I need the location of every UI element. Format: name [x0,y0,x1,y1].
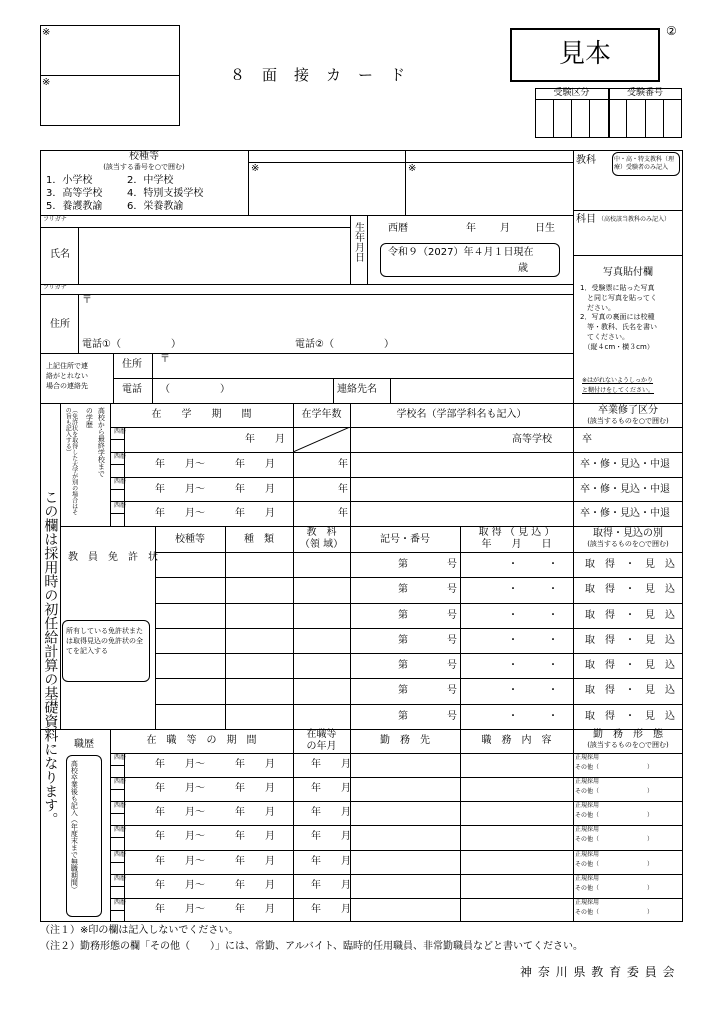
side-note-vertical: この欄は採用時の初任給計算の基礎資料になります。 [42,490,59,826]
license-h-status-note: (該当するものを○で囲む) [587,540,669,548]
work-label: 職歴 [74,739,94,750]
photo-item: 1．受験票に貼った写真 [580,284,655,292]
col-line [78,227,79,284]
license-h-subject: 教 科 [306,527,337,538]
row-line [573,255,683,256]
work-form-1[interactable]: 正規採用 [575,875,600,882]
col-line [350,215,351,284]
era-label: 西暦 [114,899,127,906]
alt-address-label: 住所 [122,359,142,370]
edu-h-years: 在学年数 [301,409,342,420]
edu-h-status: 卒業修了区分 [598,405,658,416]
work-period[interactable]: 年 月～ 年 月 [155,759,275,770]
row-line [40,294,573,295]
footnote-2: （注２）勤務形態の欄「その他（ ）」には、常勤、アルバイト、臨時的任用職員、非常勤職員などと書いてください。 [40,941,583,952]
contact-name-label: 連絡先名 [337,384,377,395]
era-split [110,439,124,440]
furigana-label: フリガナ [43,284,67,291]
school-type-note: (該当する番号を○で囲む) [103,163,185,171]
row-line [110,477,683,478]
col-line [333,378,334,403]
license-date[interactable]: ・ ・ [508,685,558,696]
col-line [367,215,368,284]
subject2-label: 科目 [576,214,596,225]
kome-mark: ※ [408,163,417,174]
kome-mark: ※ [251,163,260,174]
edu-status[interactable]: 卒・修・見込・中退 [580,459,670,470]
edu-years[interactable]: 年 [338,484,348,495]
phone2[interactable]: 電話②（ ） [295,339,394,350]
row-line [40,215,573,216]
edu-period[interactable]: 年 月～ 年 月 [155,508,275,519]
work-form-2[interactable]: その他（ ） [575,836,654,843]
license-h-status: 取得・見込の別 [593,528,663,539]
era-split [110,813,124,814]
exam-grid-line [571,99,572,138]
row-line [40,284,573,285]
work-period[interactable]: 年 月～ 年 月 [155,783,275,794]
school-type-option[interactable]: 3．高等学校 [46,188,103,199]
work-period[interactable]: 年 月～ 年 月 [155,856,275,867]
row-line [40,403,683,404]
exam-grid-line [645,99,646,138]
license-status[interactable]: 取 得 ・ 見 込 [585,610,675,621]
license-go: 号 [447,711,457,722]
edu-side-2: の学歴 [85,407,94,428]
license-h-date2: 年 月 日 [481,539,552,550]
row-line [155,577,683,578]
exam-kubun-label: 受験区分 [553,88,590,98]
exam-grid-line [553,99,554,138]
alt-contact-label: 場合の連絡先 [46,382,88,390]
edu-period[interactable]: 年 月～ 年 月 [155,484,275,495]
school-type-option[interactable]: 2．中学校 [127,175,174,186]
row-line [155,678,683,679]
subject-label: 教科 [576,155,596,166]
exam-grid-line [663,99,664,138]
license-date[interactable]: ・ ・ [508,584,558,595]
work-h-content: 職 務 内 容 [481,735,552,746]
era-split [110,513,124,514]
work-form-1[interactable]: 正規採用 [575,802,600,809]
diagonal-line [293,427,350,452]
edu-years[interactable]: 年 [338,508,348,519]
work-h-place: 勤 務 先 [380,735,430,746]
alt-phone[interactable]: （ ） [160,384,230,395]
era-label: 西暦 [114,478,127,485]
work-form-1[interactable]: 正規採用 [575,754,600,761]
col-line [390,378,391,403]
era-split [110,765,124,766]
era-label: 西暦 [114,428,127,435]
photo-warning: と糊付けをしてください。 [582,387,655,394]
license-h-kind: 校種等 [175,534,205,545]
edu-status[interactable]: 卒・修・見込・中退 [580,508,670,519]
row-line [110,501,683,502]
work-years[interactable]: 年 月 [311,904,351,915]
license-h-date: 取 得 （ 見 込 ） [478,527,555,538]
license-label: 教 員 免 許 状 [68,552,158,563]
work-years[interactable]: 年 月 [311,759,351,770]
postal-mark: 〒 [82,295,92,306]
license-dai: 第 [398,610,408,621]
exam-number-label: 受験番号 [626,88,663,98]
school-type-option[interactable]: 5．養護教諭 [46,201,103,212]
license-dai: 第 [398,584,408,595]
row-line [155,628,683,629]
license-status[interactable]: 取 得 ・ 見 込 [585,559,675,570]
era-label: 西暦 [114,802,127,809]
row-line [110,427,683,428]
col-line [124,427,125,526]
row-line [40,353,573,354]
birth-day: 日生 [535,223,555,234]
edu-status[interactable]: 卒 [582,434,592,445]
name-label: 氏名 [50,249,70,260]
row-line [155,653,683,654]
license-dai: 第 [398,711,408,722]
edu-status[interactable]: 卒・修・見込・中退 [580,484,670,495]
license-note: 所有している免許状または取得見込の免許状の全てを記入する [66,627,143,656]
edu-side-1: 高校から最終学校まで [97,407,106,477]
photo-instructions [580,284,657,353]
license-dai: 第 [398,685,408,696]
edu-h-period: 在 学 期 間 [151,409,252,420]
page-circle-number: ② [666,24,677,38]
era-label: 西暦 [114,453,127,460]
work-form-2[interactable]: その他（ ） [575,885,654,892]
era-label: 西暦 [114,826,127,833]
work-form-2[interactable]: その他（ ） [575,861,654,868]
diagonal-slash [293,427,350,452]
work-form-2[interactable]: その他（ ） [575,764,654,771]
photo-title: 写真貼付欄 [603,267,653,278]
era-label: 西暦 [114,778,127,785]
work-period[interactable]: 年 月～ 年 月 [155,831,275,842]
col-line [60,403,61,729]
era-split [110,464,124,465]
col-line [573,403,574,922]
sample-stamp: 見本 [558,39,611,69]
col-line [78,294,79,353]
exam-grid-line [626,99,627,138]
col-line [460,526,461,922]
photo-item: （縦４cm・横３cm） [580,342,654,351]
edu-end[interactable]: 年 月 [245,434,285,445]
school-type-option[interactable]: 4．特別支援学校 [127,188,204,199]
work-period[interactable]: 年 月～ 年 月 [155,904,275,915]
license-go: 号 [447,610,457,621]
era-split [110,862,124,863]
row-line [155,603,683,604]
photo-item: と同じ写真を貼ってく [580,293,657,302]
license-h-number: 記号・番号 [380,534,430,545]
work-years[interactable]: 年 月 [311,831,351,842]
birth-label: 生年月日 [352,222,364,262]
era-split [110,886,124,887]
row-line [40,227,350,228]
col-line [405,150,406,215]
row-line [155,704,683,705]
license-date[interactable]: ・ ・ [508,610,558,621]
row-line [113,378,573,379]
license-dai: 第 [398,635,408,646]
row-line [155,552,683,553]
license-date[interactable]: ・ ・ [508,635,558,646]
page-title: ８ 面 接 カ ー ド [230,66,407,84]
work-h-years2: の年月 [306,741,337,752]
row-line [110,452,683,453]
era-split [110,837,124,838]
age-unit: 歳 [518,263,528,274]
birth-seireki: 西暦 [388,223,408,234]
work-h-form-note: (該当するものを○で囲む) [587,741,669,749]
edu-h-status-note: (該当するものを○で囲む) [587,417,669,425]
era-label: 西暦 [114,754,127,761]
license-h-type: 種 類 [244,534,274,545]
era-split [110,910,124,911]
edu-side-3: （免許状を取得した大学が別の場合はその旨も記入する） [64,407,78,515]
work-years[interactable]: 年 月 [311,807,351,818]
work-form-2[interactable]: その他（ ） [575,788,654,795]
birth-month: 月 [500,223,510,234]
license-status[interactable]: 取 得 ・ 見 込 [585,711,675,722]
license-date[interactable]: ・ ・ [508,559,558,570]
work-form-1[interactable]: 正規採用 [575,778,600,785]
photo-item: ださい。 [580,303,615,312]
license-h-subject2: （領 域） [299,539,344,550]
work-h-form: 勤 務 形 態 [593,729,663,740]
row-line [60,526,683,527]
license-go: 号 [447,559,457,570]
address-label: 住所 [50,319,70,330]
phone1[interactable]: 電話①（ ） [82,339,181,350]
subject2-note: （高校該当教科のみ記入） [598,216,671,223]
license-status[interactable]: 取 得 ・ 見 込 [585,685,675,696]
work-years[interactable]: 年 月 [311,783,351,794]
license-go: 号 [447,685,457,696]
footnote-1: （注１）※印の欄は記入しないでください。 [40,925,239,936]
license-status[interactable]: 取 得 ・ 見 込 [585,635,675,646]
era-split [110,489,124,490]
photo-item: 2．写真の裏面には校種 [580,313,655,322]
work-h-years: 在職等 [306,729,337,740]
work-years[interactable]: 年 月 [311,880,351,891]
license-date[interactable]: ・ ・ [508,711,558,722]
col-line [293,729,294,922]
era-split [110,789,124,790]
alt-phone-label: 電話 [122,384,142,395]
kome-mark: ※ [42,77,51,88]
photo-item: てください。 [580,332,629,341]
subject-note: 中・高・特支教科（理療）受験者のみ記入 [614,156,675,171]
photo-item: 等・教科、氏名を書い [580,323,657,332]
work-form-2[interactable]: その他（ ） [575,812,654,819]
license-go: 号 [447,660,457,671]
edu-period[interactable]: 年 月～ 年 月 [155,459,275,470]
work-form-1[interactable]: 正規採用 [575,826,600,833]
exam-grid-line [589,99,590,138]
era-label: 西暦 [114,502,127,509]
kome-mark: ※ [42,27,51,38]
alt-contact-label: 絡がとれない [46,372,88,380]
license-status[interactable]: 取 得 ・ 見 込 [585,660,675,671]
col-line [350,403,351,526]
col-line [248,150,249,215]
license-go: 号 [447,635,457,646]
school-type-title: 校種等 [129,151,159,162]
era-label: 西暦 [114,875,127,882]
work-years[interactable]: 年 月 [311,856,351,867]
era-label: 西暦 [114,851,127,858]
work-form-1[interactable]: 正規採用 [575,851,600,858]
license-go: 号 [447,584,457,595]
alt-postal: 〒 [160,354,170,365]
furigana-label: フリガナ [43,216,67,223]
school-type-option[interactable]: 6．栄養教諭 [127,201,184,212]
work-note: 高校卒業後も記入（年度末まで無職期間） [70,760,79,893]
license-dai: 第 [398,660,408,671]
col-line [124,753,125,922]
work-form-1[interactable]: 正規採用 [575,899,600,906]
edu-school[interactable]: 高等学校 [512,434,552,445]
top-left-divider [40,75,180,76]
alt-contact-label: 上記住所で連 [46,362,88,370]
work-period[interactable]: 年 月～ 年 月 [155,807,275,818]
work-period[interactable]: 年 月～ 年 月 [155,880,275,891]
work-form-2[interactable]: その他（ ） [575,909,654,916]
school-type-option[interactable]: 1．小学校 [46,175,93,186]
edu-h-school: 学校名（学部学科名も記入） [396,409,527,420]
license-date[interactable]: ・ ・ [508,660,558,671]
photo-warning: ※はがれないようしっかり [582,377,654,384]
row-line [573,210,683,211]
birth-year: 年 [466,223,476,234]
issuer: 神 奈 川 県 教 育 委 員 会 [520,965,676,979]
license-dai: 第 [398,559,408,570]
edu-years[interactable]: 年 [338,459,348,470]
work-h-period: 在 職 等 の 期 間 [146,735,257,746]
age-as-of: 令和９（2027）年４月１日現在 [388,247,534,258]
license-status[interactable]: 取 得 ・ 見 込 [585,584,675,595]
